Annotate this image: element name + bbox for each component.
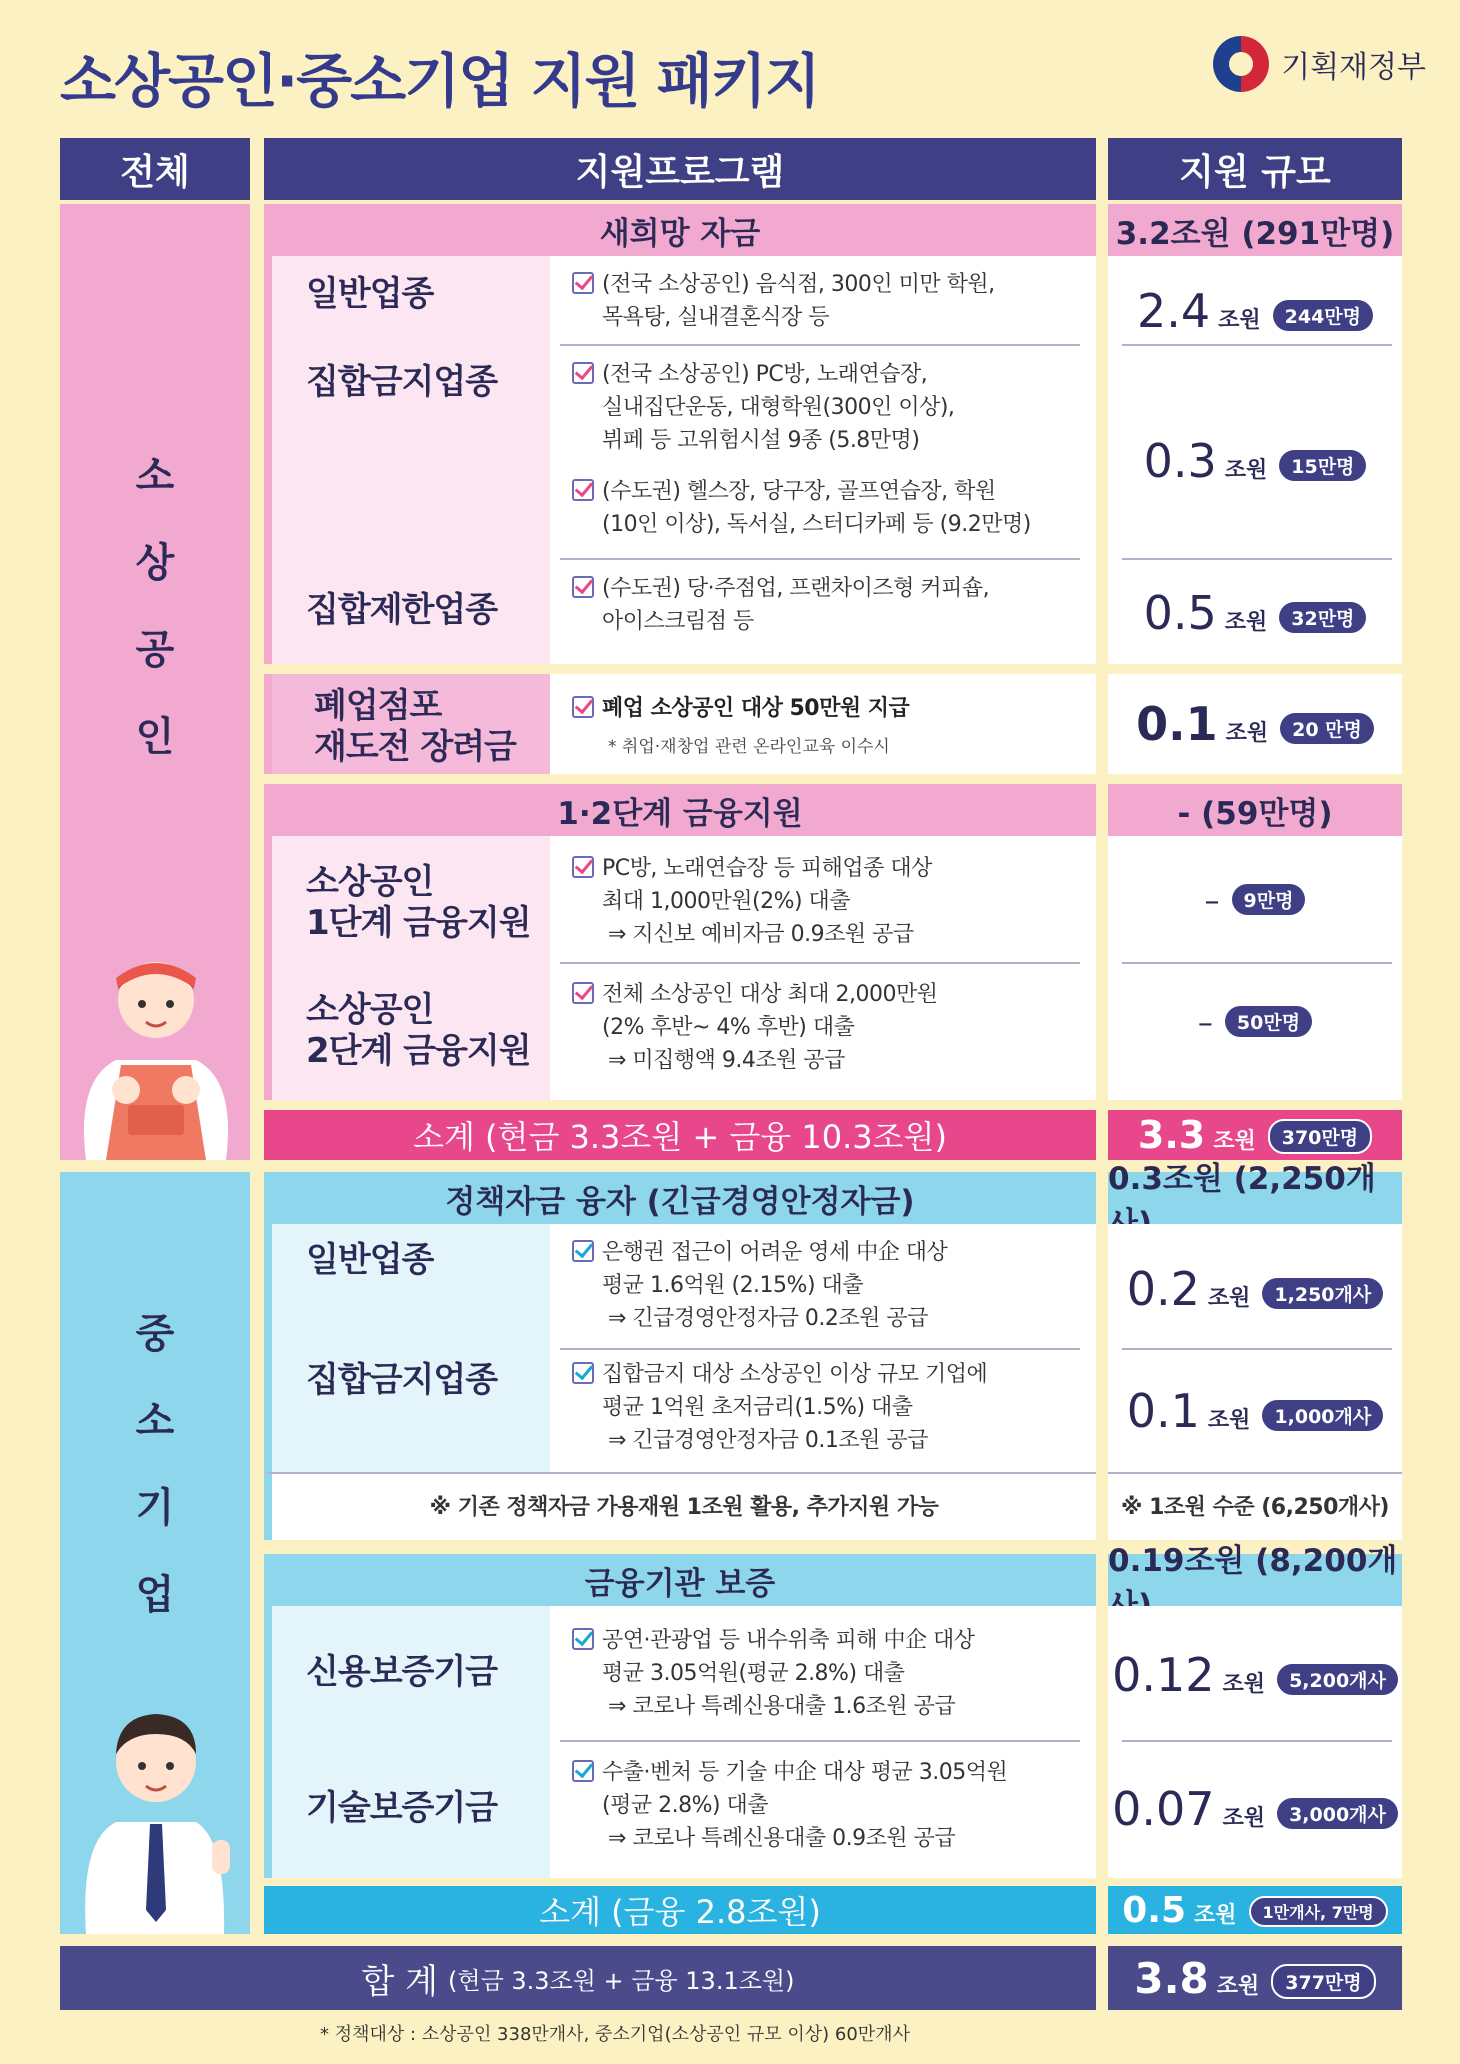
amount-grand-total: 3.8 조원 377만명: [1134, 1954, 1375, 2003]
header-all: 전체: [60, 138, 250, 200]
policy-band-amount: 0.3조원 (2,250개: [1108, 1172, 1402, 1224]
checkbox-icon: [572, 1760, 594, 1782]
guarantee-band-amount: 0.19조원 (8,200개: [1108, 1554, 1402, 1606]
divider: [560, 344, 1080, 346]
brand: [1213, 36, 1426, 92]
amount-finance-1: – 9만명: [1108, 884, 1402, 919]
closure-desc-cell: 폐업 소상공인 대상 50만원 지급 * 취업·재창업 관련 온라인교육 이수시: [550, 674, 1096, 774]
checkbox-icon: [572, 856, 594, 878]
shop-owner-illustration: [66, 930, 246, 1160]
side-char: 공: [135, 627, 175, 673]
divider: [1122, 558, 1392, 560]
closure-label-cell: [264, 674, 550, 774]
divider: [560, 558, 1080, 560]
taegeuk-logo-icon: [1213, 36, 1269, 92]
header-scale: 지원 규모: [1108, 138, 1402, 200]
guarantee-label-col: [264, 1606, 550, 1878]
row-desc-finance-2: 전체 소상공인 대상 최대 2,000만원 (2% 후반~ 4% 후반) 대출 ⇒ 미집행액 9.4조원 공급: [572, 978, 1082, 1077]
amount-sme-subtotal: 0.5 조원 1만개사, 7만명: [1122, 1890, 1388, 1931]
row-label-sme-general: 일반업종: [306, 1240, 434, 1280]
side-char: 업: [135, 1572, 175, 1618]
row-desc-tech: 수출·벤처 등 기술 中企 대상 평균 3.05억원 (평균 2.8%) 대출 ⇒ 코로나 특례신용대출 0.9조원 공급: [572, 1756, 1092, 1855]
checkbox-icon: [572, 576, 594, 598]
divider: [1122, 1348, 1392, 1350]
row-desc-banned: (전국 소상공인) PC방, 노래연습장, 실내집단운동, 대형학원(300인 이상), 뷔페 등 고위험시설 9종 (5.8만명) (수도권) 헬스장, 당구장, 골프연습장, 학원 (10인 이상), 독서실, 스터디카페 등 (9.2만명): [572, 358, 1082, 541]
row-label-general: 일반업종: [306, 274, 434, 314]
policy-note: ※ 기존 정책자금 가용재원 1조원 활용, 추가지원 가능: [264, 1472, 1096, 1540]
checkbox-icon: [572, 1628, 594, 1650]
checkbox-icon: [572, 479, 594, 501]
row-label-finance-2: 소상공인 2단계 금융지원: [306, 990, 531, 1072]
closure-amount-cell: [1108, 674, 1402, 774]
checkbox-icon: [572, 696, 594, 718]
row-desc-sme-general: 은행권 접근이 어려운 영세 中企 대상 평균 1.6억원 (2.15%) 대출 ⇒ 긴급경영안정자금 0.2조원 공급: [572, 1236, 1082, 1335]
guarantee-amount-col: [1108, 1606, 1402, 1878]
hope-fund-band: 새희망 자금: [264, 204, 1096, 256]
divider: [560, 1348, 1080, 1350]
finance-band: 1·2단계 금융지원: [264, 784, 1096, 836]
amount-tech: 0.07 조원 3,000개사: [1108, 1782, 1402, 1836]
row-label-tech: 기술보증기금: [306, 1788, 498, 1828]
policy-band: 정책자금 융자 (긴급경영안정자금): [264, 1172, 1096, 1224]
brand-name: 기획재정부: [1281, 50, 1426, 85]
row-desc-sme-banned: 집합금지 대상 소상공인 이상 규모 기업에 평균 1억원 초저금리(1.5%) 대출 ⇒ 긴급경영안정자금 0.1조원 공급: [572, 1358, 1092, 1457]
row-label-finance-1: 소상공인 1단계 금융지원: [306, 862, 531, 944]
checkbox-icon: [572, 362, 594, 384]
amount-restricted: 0.5 조원 32만명: [1108, 586, 1402, 640]
amount-closure: 0.1 조원 20 만명: [1136, 697, 1374, 751]
guarantee-band: 금융기관 보증: [264, 1554, 1096, 1606]
divider: [560, 962, 1080, 964]
finance-band-amount: - (59만명): [1108, 784, 1402, 836]
row-desc-credit: 공연·관광업 등 내수위축 피해 中企 대상 평균 3.05억원(평균 2.8%) 대출 ⇒ 코로나 특례신용대출 1.6조원 공급: [572, 1624, 1082, 1723]
amount-sme-banned: 0.1 조원 1,000개사: [1108, 1384, 1402, 1438]
amount-sme-general: 0.2 조원 1,250개사: [1108, 1262, 1402, 1316]
closure-note: * 취업·재창업 관련 온라인교육 이수시: [608, 737, 890, 757]
footnote: * 정책대상 : 소상공인 338만개사, 중소기업(소상공인 규모 이상) 60만개사: [320, 2024, 910, 2045]
divider: [1122, 962, 1392, 964]
side-char: 소: [135, 453, 175, 499]
amount-small-biz-subtotal: 3.3 조원 370만명: [1138, 1113, 1372, 1158]
row-label-sme-banned: 집합금지업종: [306, 1360, 498, 1400]
grand-total-amount-cell: [1108, 1946, 1402, 2010]
grand-total: 합 계 (현금 3.3조원 + 금융 13.1조원): [60, 1946, 1096, 2010]
page-title: 소상공인·중소기업 지원 패키지: [60, 47, 819, 115]
sme-subtotal-amount-cell: [1108, 1886, 1402, 1934]
side-char: 상: [135, 540, 175, 586]
row-label-banned: 집합금지업종: [306, 362, 498, 402]
checkbox-icon: [572, 1240, 594, 1262]
amount-general: 2.4 조원 244만명: [1108, 284, 1402, 338]
side-char: 중: [135, 1311, 175, 1357]
checkbox-icon: [572, 982, 594, 1004]
policy-note-amount: ※ 1조원 수준 (6,250개사): [1108, 1472, 1402, 1540]
businessman-illustration: [66, 1690, 246, 1934]
sme-subtotal: 소계 (금융 2.8조원): [264, 1886, 1096, 1934]
side-char: 소: [135, 1398, 175, 1444]
header-program: 지원프로그램: [264, 138, 1096, 200]
divider: [1122, 344, 1392, 346]
divider: [1122, 1740, 1392, 1742]
side-char: 기: [135, 1485, 175, 1531]
row-desc-finance-1: PC방, 노래연습장 등 피해업종 대상 최대 1,000만원(2%) 대출 ⇒ 지신보 예비자금 0.9조원 공급: [572, 852, 1082, 951]
side-char: 인: [135, 714, 175, 760]
row-desc-restricted: (수도권) 당·주점업, 프랜차이즈형 커피숍, 아이스크림점 등: [572, 572, 1082, 638]
finance-amount-col: [1108, 836, 1402, 1100]
divider: [560, 1740, 1080, 1742]
closure-label: 폐업점포 재도전 장려금: [314, 686, 516, 768]
hope-fund-band-amount: 3.2조원 (291만명): [1108, 204, 1402, 256]
row-label-credit: 신용보증기금: [306, 1652, 498, 1692]
checkbox-icon: [572, 272, 594, 294]
amount-banned: 0.3 조원 15만명: [1108, 434, 1402, 488]
row-label-restricted: 집합제한업종: [306, 590, 498, 630]
amount-credit: 0.12 조원 5,200개사: [1108, 1648, 1402, 1702]
small-biz-subtotal: 소계 (현금 3.3조원 + 금융 10.3조원): [264, 1110, 1096, 1160]
row-desc-general: (전국 소상공인) 음식점, 300인 미만 학원, 목욕탕, 실내결혼식장 등: [572, 268, 1082, 334]
amount-finance-2: – 50만명: [1108, 1006, 1402, 1041]
checkbox-icon: [572, 1362, 594, 1384]
